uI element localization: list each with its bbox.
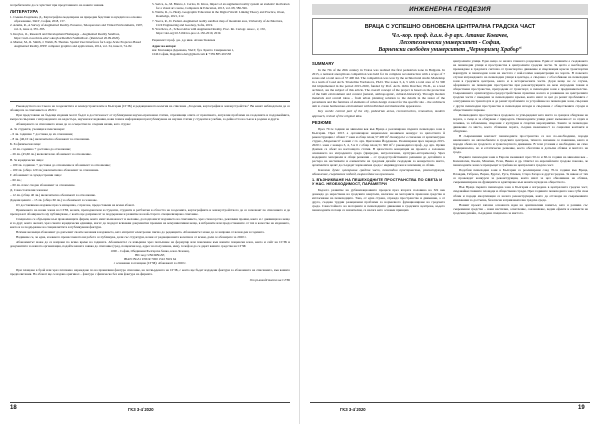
reference-item: 8. Yovcheva, Z., School Atlas with Augmented Reality, Proc. Int. Cartogr. Assoc., 2, 150, https://doi.org/10.5194/ica-proc-2-150-2019, 2019. bbox=[152, 27, 266, 36]
reference-item: 2. Azuma, R., A Survey of Augmented Reality. Presence, Teleoperators and Virtual Environments, 1997, vol. 6, issue 4, 355–385. bbox=[10, 23, 144, 32]
notice-paragraph: Абонирането за списанието може да се осъществи по следния начин, като струва: bbox=[16, 122, 131, 127]
section-header bbox=[312, 4, 588, 15]
author-affiliation: Варненски свободен университет „Черноризец Храбър“ bbox=[378, 47, 522, 53]
article-column-1 bbox=[312, 59, 445, 401]
body-paragraph: Подобни пешеходни зони в България са реализирани след 70-те години във Враца, Пловдив, Габрово, Варна, Бургас, Русе, Плевен, Стара Загора и други градове. За някои от тях се провеждат конкурси за реконструкция, които имат за цел обновяване на облика, съвременизиране на функциите и адаптиране към новите нужди на обществото. bbox=[453, 168, 588, 185]
footer-rule bbox=[10, 402, 290, 403]
keywords-en: Key words: central part of the city, pedestrian areas, reconstruction, renovation, modern approach, revival of the original idea. bbox=[312, 109, 445, 118]
bank-details bbox=[10, 250, 290, 266]
journal-issue: ГКЗ 3-4`2020 bbox=[128, 407, 154, 412]
article-authors bbox=[313, 33, 587, 54]
reference-item: 6. Wattle, R., G. Healy. Geographic Education in the Digital World: Linking Theory and Practice, Oxon, Routledge, 2021, 212. bbox=[152, 10, 285, 19]
reviewer-line: Рецензент: проф. д.н. д-р инж. Атанас Ковачев bbox=[152, 38, 216, 43]
reference-item: 3. Kreylos, O., Research and Development Homepage – Augmented Reality Sandbox, https://web.cs.ucdavis.edu/~okreylos/ResDev/SARndbox/. (Retrieved 20.09.2020). bbox=[10, 31, 121, 40]
body-paragraph: Пешеходните пространства в градовете се утвърждават като място за срещи и общуване на хората, а също и за общуване с природата. Пешеходните улици дават възможност за отдих и почивка, за забавления, свързани с културни и спортни мероприятия. Зоните за пешеходно движение са място, което сближава хората, създава възможност за социални контакти и общуване. bbox=[453, 112, 588, 133]
bank-line: 1000 – София, Обединени Българска банка, клон Лозенец, bbox=[110, 249, 190, 254]
rezyume-text: През 70-те години на миналия век във Враца е реализирана първата пешеходна зона в България. През 2015 е организиран национален анонимен конкурс за цялостната й реконструкция с обхват 7 зони и обща площ 57 400 m². Конкурсът е спечелен от архитектурно студио „Моделаисп“ в екип с гл. арх. Цветелина Йорданова. Реализирани през периода 2015-2020 г. зони с номера 3, 4, 5 и 6 с обща площ 51 300 m² с ръководител проф. д-р арх. Орлин Дамчев са обект на настоящата статия. В цялостната концепция на проекта е заложено опазването на изградената среда (природна, антропогенна, културно-историческа). Чрез модерните материали и общи решения – от градоустройствените решения до детайлите в растера на настилките и елементите на градския дизайн създадени за конкретното място, архитектите целят да създадат хармонична среда с индивидуален и запомнящ се облик. bbox=[312, 126, 445, 167]
journal-issue: ГКЗ 3-4`2020 bbox=[340, 407, 366, 412]
subscription-notice bbox=[10, 104, 290, 400]
reference-item: 4. Marner, M., R. Smith, J. Walsh, B. Thomas. Spatial User Interfaces for Large-Scale Projector-Based Augmented Reality, IEEE computer graphics and applications, 2014, vol. 34, issue 6, 74–82. bbox=[10, 40, 141, 49]
references-column-right bbox=[152, 3, 290, 99]
body-paragraph: Първите пешеходни зони в Европа възникват през 50-те и 60-те години на миналия век – Копенхаген, Кьолн, Мюнхен, Есен, Виена и др. Опитът на европейските градове показва, че пешеходните зони се превръщат в гръбнак на централната градска част. bbox=[453, 155, 588, 168]
article-title-box bbox=[312, 18, 588, 55]
notice-paragraph: От доставчиково издание при се извършва, с прагове, предоставени на всеки абонат. bbox=[16, 202, 135, 207]
price-line: А. За студенти, ученици и пенсионери: bbox=[10, 127, 65, 132]
price-line: – 60 лв.; bbox=[10, 177, 22, 182]
summary-text: In the 70s of the 20th century in Vratsa was realized the first pedestrian zone in Bulgaria. In 2015, a national anonymous competition was held for its complete reconstruction with a scope of 7 zones and a total area of 57 400 m2. The competition was won by the architectural studio Modelaisp in a team of Laad Arch. Tsvetelina Yordanova, Ph.D. The zones 3, 4, 5 with a total area of 51 300 m2 implemented in the period 2015-2020, funded by Prof. Arch. Orlin Davchev, Ph.D., as a lead architect, are the subject of this article. The overall concept of the project is based on the protection of the built environment and context (natural, anthropogenic, cultural-historical). Through modern materials and overall ideas – from urban planning solution to the details in the raster of the pavements and the furniture of elements of urban design created for the specific site – the architects aim to create harmonious environment with individual and memorable appearance. bbox=[312, 68, 445, 109]
reference-item: 5. Sertca, A., M. Blanco, I. Cerfos, D. Kiros, Impact of an augmented reality system on students' motivation for a visual art course, Computers & Education, 2013, vol. 68, 586-596. bbox=[152, 3, 290, 10]
bank-line: с основание за плащане (СГЗБ): Абонамент за 2020 г. bbox=[113, 261, 187, 266]
notice-paragraph: При представяне на бъдещи издания могат бъдат в достатъчност от публикувани научно-приложни статии, отразяващи опита от практиката, актуални проблеми на геодезията и поддомейните, въпроси свързани с изграждането на кадастъра, научни изследвания, нови теми и информация при публикуване на научни статии у студенти и учебни, за дейността на съюза в родина и други. bbox=[10, 113, 290, 122]
notice-paragraph: Специално се обръщаме към правоимащите фирми, които имат възможност и желание, да подпомагат изданието на списанието, чрез спонсорство, рекламни прояви, както и с дневници на нещо и за друг, които желаят, чрез своите юридически единици, могат да подадат всякакви документни промени на комуникативни неща, в избраните или предоставените от тях в качестве на изданието, както и за поддържане на специалистите в публикувани фактури. bbox=[10, 217, 290, 230]
bank-line: IBAN: BG31 UNCR 7000 1522 5919 64 bbox=[123, 257, 177, 262]
address-heading: Адрес на автора: bbox=[152, 43, 177, 48]
keywords-bg: Ключови думи: централна градска част, пешеходни пространства, реконструкция, обновление, съвременен подход, възраждане на оригинала. bbox=[312, 168, 445, 177]
signoff: От ръководството на СГЗБ bbox=[249, 278, 290, 283]
notice-paragraph: Приемането на всеки члена на СГЗБ, колеги, преподаватели и студенти, студенти и ратблетки в областта на геодезията, картографията и землеустройството да се запознаят по списанието и да препоръчат абонирането му публикуване, с които ще допринесат за поддържане и развитие на най-старото специализирано списание. bbox=[10, 207, 290, 217]
price-line: Г. Абонамент за чуждестранни лица: bbox=[10, 172, 62, 177]
body-paragraph: В съвременния контекст пешеходните пространства са все по-необходими, поради навлизането на автомобилите в градските центрове, тяхното значение се повишава, както и поради обема на градското и транспортното движение. В тези условия е необходимо не само функционално, но и естетическо решение, което обогатява и допълва облика и мястото на града. bbox=[453, 133, 588, 155]
right-page bbox=[300, 0, 600, 424]
footer-rule bbox=[310, 402, 590, 403]
rezyume-heading: РЕЗЮМЕ bbox=[312, 119, 332, 125]
price-line: – 10 лв. годишно + доставка до отношение; bbox=[10, 147, 71, 152]
article-column-2 bbox=[453, 59, 588, 401]
body-paragraph: централните улици. Едно нещо се налага главното разделяне. Един от начините е създаването на пешеходни улици и пространства в централните градски части. За целта е необходимо провеждане в градската система от транспортно движение и свързващия кръгов транспортни маршрути и пешеходни зони на местата с най-голяма концентрация на хората. В повечето случаи изграждането на пешеходни улици в центъра, е свързано с обособяване на пешеходни зони в градските центрове, както и в историческите части. Дори нещо не се случва, оформянето на пешеходни пространства при реконструкцията на вече изградени тежки и обществени пространства, преградени от транспорт, в пешеходни зони е предизвикателство. Съвременната архитектурно-градоустройствена практика налага и развиване на централните градски части с въведени за пешеходните връзки, които имат за цел да решат проблемите с осигуряване на транспорта и да решат проблемите за устройване на пешеходни зони, свързани с други пешеходни пространства и пешеходни изходи и свързване с обществените сгради и обществените паркове. bbox=[453, 59, 588, 112]
author-line: Чл.-кор. проф. д.а.н. д-р арх. Атанас Ковачев, bbox=[391, 33, 509, 39]
price-line: – 60 лв. плюс сходна абонамент за отношение. bbox=[10, 182, 76, 187]
closing-paragraph: При плащане в брой или чрез платежно нареждане по на правилния фактура списание, на потвърдената на СГЗБ, с която ще бъдат издадени фактури за абонамента на списанието, във вашите предпочитания. На абонат ще се издава оригинал – фактура с физическо без или фактура на фирмата. bbox=[10, 268, 290, 277]
price-line: – 100 лв. годишно + доставка до отношение и абонамент за отношение; bbox=[10, 162, 111, 167]
page-number: 19 bbox=[578, 405, 585, 411]
price-line: – 8 лв. (46,10 лв.) включително абонамент за отношение. bbox=[10, 137, 90, 142]
section-title: ИНЖЕНЕРНА ГЕОДЕЗИЯ bbox=[409, 6, 491, 13]
notice-paragraph: Надяваме се, че една, и каквото пренасочената ни работа се публикува, дали със структури, всеки от редакционната колегия и от всеки, дали се абонирате за 2020 г. bbox=[16, 235, 247, 240]
price-line: Б. За физически лица: bbox=[10, 142, 41, 147]
price-line: – 26 лв. (45,60 лв.) включително абонамент за отношение. bbox=[10, 152, 92, 157]
price-line: – 6 лв. годишно + доставка до из отношение; bbox=[10, 132, 74, 137]
references-heading: ЛИТЕРАТУРА bbox=[10, 9, 39, 15]
price-line: – 100 лв. (общо 120 лв.) включително абонамент за отношение. bbox=[10, 167, 100, 172]
section-divider bbox=[10, 101, 290, 102]
body-paragraph: Новият проект запазва основната идея на оригиналния замисъл, като я развива със съвременни средства – нови настилки, осветление, озеленяване, водни ефекти и елементи на градския дизайн, създадени специално за мястото. bbox=[453, 202, 588, 215]
prev-article-ending: потребителите да се чувстват при представянето на новите знания. bbox=[10, 3, 105, 7]
price-line: Дадени цените – 15 лв. (общо 60 лв.) за абонамент за членове. bbox=[10, 197, 98, 202]
reference-item: 1. Съвова-Георгиева, Д., Картографско моделиране на природни бедствия за нуждите на основно образование, УАСГ, София, 2018, 157. bbox=[10, 15, 142, 23]
price-line: – 12 лв. (общо 40 лв.) включително абонамент за отношение. bbox=[10, 192, 96, 197]
reference-item: 7. Yoovs, R., D. Pedani. Augmented reality sandbox map of mountain area, University of Architecture, Civil Engineering and Geodesy, Sofia, 2019. bbox=[152, 18, 283, 27]
author-affiliation: Лесотехнически университет - София, bbox=[399, 40, 501, 46]
price-line: В. За юридически лица: bbox=[10, 157, 44, 162]
bank-line: BIC код: UNCRBGSF, bbox=[135, 253, 165, 258]
references-column-left bbox=[10, 3, 146, 99]
page-number: 18 bbox=[10, 405, 17, 411]
price-line: Д. Самостоятелни членове: bbox=[10, 187, 49, 192]
notice-paragraph: Ръководството на Съюза на геодезистите и землеустроителите в България (СГЗБ) и редакционната колегия на списание „Геодезия, картография и землеустройство“ Ви канят наблюдатели да се абонирате за списанието в 2020 г. bbox=[10, 104, 290, 113]
article-title: ВРАЦА С УСПЕШНО ОБНОВЕНА ЦЕНТРАЛНА ГРАДСКА ЧАСТ bbox=[364, 24, 536, 30]
notice-paragraph: Абонаментът може да се направи по всяко време на годината. Абонаментът се извършва чрез попълване на формуляр или поискване към вашите пощенски клон, както и сайт на СГЗБ и документите за нашата организация, подайте вашата заявка до списание (град, пощенски код, адрес на получаване, име), телефон да се дарят вашите средства на СГЗБ: bbox=[10, 240, 290, 249]
section-1-text: Бързото развитие на урбанизационните процеси през втората половина на XX век довежда до нарастване на градските квартали, налагане на моторните превозни средства и изтласкване на пешеходците. Това, от една страна, отрежда пространство и движение, а от друга, създава трудни реакционни проблеми за нормалното функциониране на градската среда. Самостойното на моторните и пешеходните движения в градските центрове, където пешеходните потоци са значителни, се налага като основен принцип. bbox=[312, 188, 445, 213]
notice-paragraph: Всички желаещи абонамент да допълнят своите желания в изданието, като изпратят електронно писмо до редакцията. Абонаментът може да се направи от всеки ден в годината. bbox=[16, 230, 265, 235]
section-1-heading: 1. ВЪЗНИКВАНЕ НА ПЕШЕХОДНИТЕ ПРОСТРАНСТВА ПО СВЕТА И У НАС. НЕОБХОДИМОСТ, ПАРАМЕТРИ bbox=[312, 178, 443, 187]
address-line: 1046 София, blagomira.deri@gmail.com ● +359 885 491558 bbox=[152, 51, 231, 56]
summary-heading: SUMMARY bbox=[312, 61, 335, 66]
body-paragraph: Във Враца първата пешеходна зона в България е изградена в централната градска част, свързвайки главните площади и обществени сгради. През годините пешеходната зона губи своя облик и поради амортизация се налага реконструкция, която да отговори на съвременните изисквания за достъпна, безопасна и привлекателна градска среда. bbox=[453, 185, 588, 202]
address-line: маг. Благомира Дерешева, УАСГ, бул. Христо Смирненски 1, bbox=[152, 47, 235, 52]
